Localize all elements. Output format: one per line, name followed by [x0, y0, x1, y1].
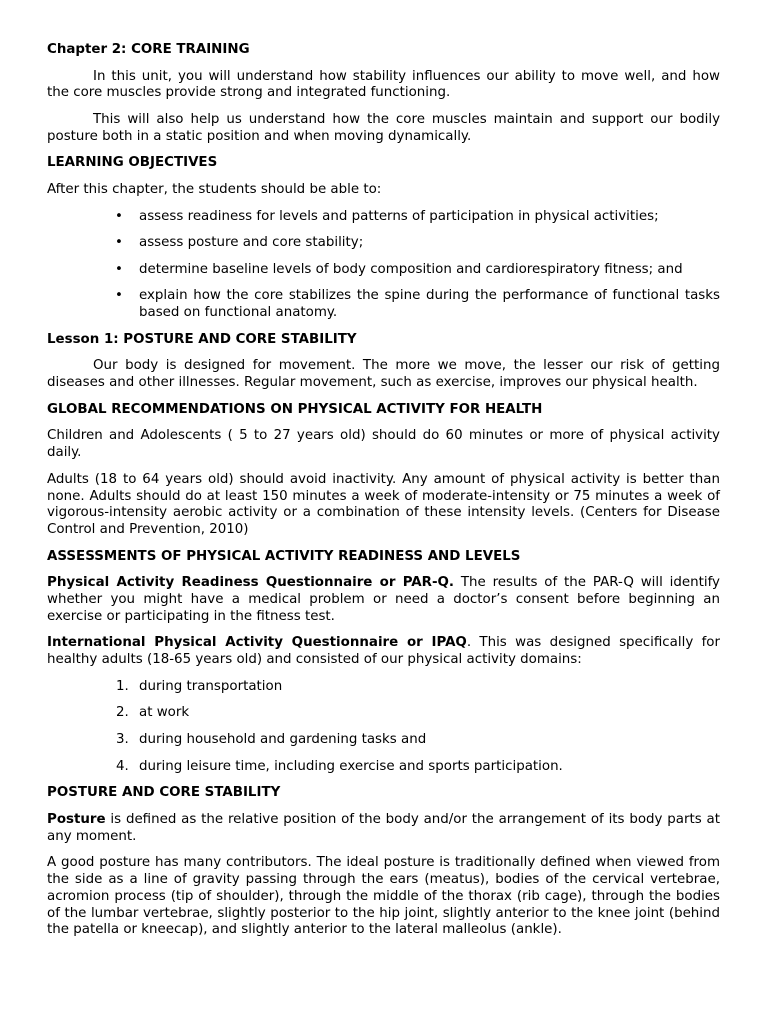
- parq-text: The results of the PAR-Q will identify whether you might have a medical problem or need a doctor’s consent before beginning an exercise or participating in the fitness test.: [47, 575, 720, 624]
- objective-text: assess readiness for levels and patterns of participation in physical activities;: [139, 208, 659, 224]
- list-item: [47, 209, 720, 226]
- objectives-heading: LEARNING OBJECTIVES: [47, 155, 218, 171]
- ipaq-term: International Physical Activity Questionnaire or IPAQ: [47, 635, 467, 651]
- bullet-icon: •: [115, 261, 123, 277]
- list-number: 3.: [116, 732, 129, 748]
- intro-paragraph: This will also help us understand how the core muscles maintain and support our bodily posture both in a static position and when moving dynamically.: [47, 111, 720, 144]
- list-item: [47, 262, 720, 279]
- list-number: 1.: [116, 678, 129, 694]
- good-posture-paragraph: A good posture has many contributors. The ideal posture is traditionally defined when viewed from the side as a line of gravity passing through the ears (meatus), bodies of the cervical vertebrae, acromion process (tip of shoulder), through the middle of the thorax (rib cage), through the bodies of the lumbar vertebrae, slightly posterior to the hip joint, slightly anterior to the knee joint (behind the patella or kneecap), and slightly anterior to the lateral malleolus (ankle).: [47, 855, 720, 938]
- domains-list: [47, 679, 720, 776]
- global-heading: GLOBAL RECOMMENDATIONS ON PHYSICAL ACTIVITY FOR HEALTH: [47, 401, 543, 417]
- parq-paragraph: [47, 575, 720, 625]
- children-recommendation: Children and Adolescents ( 5 to 27 years old) should do 60 minutes or more of physical activity daily.: [47, 428, 720, 461]
- ipaq-text: . This was designed specifically for healthy adults (18-65 years old) and consisted of our physical activity domains:: [47, 635, 720, 668]
- objective-text: assess posture and core stability;: [139, 235, 364, 251]
- objective-text: explain how the core stabilizes the spine during the performance of functional tasks based on functional anatomy.: [139, 288, 720, 321]
- lesson-paragraph: Our body is designed for movement. The more we move, the lesser our risk of getting diseases and other illnesses. Regular movement, such as exercise, improves our physical health.: [47, 358, 720, 391]
- domain-text: during transportation: [139, 678, 283, 694]
- domain-text: at work: [139, 705, 190, 721]
- list-item: [47, 235, 720, 252]
- chapter-title: Chapter 2: CORE TRAINING: [47, 42, 250, 57]
- list-item: [47, 288, 720, 322]
- adults-recommendation: Adults (18 to 64 years old) should avoid inactivity. Any amount of physical activity is better than none. Adults should do at least 150 minutes a week of moderate-intensity or 75 minutes a week of vigorous-intensity aerobic activity or a combination of these intensity levels. (Centers for Disease Control and Prevention, 2010): [47, 471, 720, 538]
- ipaq-paragraph: [47, 635, 720, 669]
- parq-term: Physical Activity Readiness Questionnaire or PAR-Q.: [47, 575, 454, 591]
- bullet-icon: •: [115, 208, 123, 224]
- posture-term: Posture: [47, 811, 106, 827]
- list-number: 2.: [116, 705, 129, 721]
- posture-definition-text: is defined as the relative position of the body and/or the arrangement of its body parts at any moment.: [47, 811, 720, 844]
- list-item: [47, 679, 720, 696]
- bullet-icon: •: [115, 235, 123, 251]
- objectives-list: [47, 209, 720, 322]
- assessments-heading: ASSESSMENTS OF PHYSICAL ACTIVITY READINESS AND LEVELS: [47, 548, 521, 564]
- lesson-title: Lesson 1: POSTURE AND CORE STABILITY: [47, 331, 357, 347]
- domain-text: during leisure time, including exercise and sports participation.: [139, 758, 563, 774]
- list-item: [47, 759, 720, 776]
- list-number: 4.: [116, 758, 129, 774]
- list-item: [47, 705, 720, 722]
- intro-paragraph: In this unit, you will understand how stability influences our ability to move well, and how the core muscles provide strong and integrated functioning.: [47, 68, 720, 101]
- posture-definition: [47, 812, 720, 846]
- objective-text: determine baseline levels of body composition and cardiorespiratory fitness; and: [139, 261, 683, 277]
- list-item: [47, 732, 720, 749]
- objectives-lead: After this chapter, the students should be able to:: [47, 181, 382, 197]
- bullet-icon: •: [115, 288, 123, 304]
- posture-heading: POSTURE AND CORE STABILITY: [47, 785, 281, 801]
- domain-text: during household and gardening tasks and: [139, 732, 427, 748]
